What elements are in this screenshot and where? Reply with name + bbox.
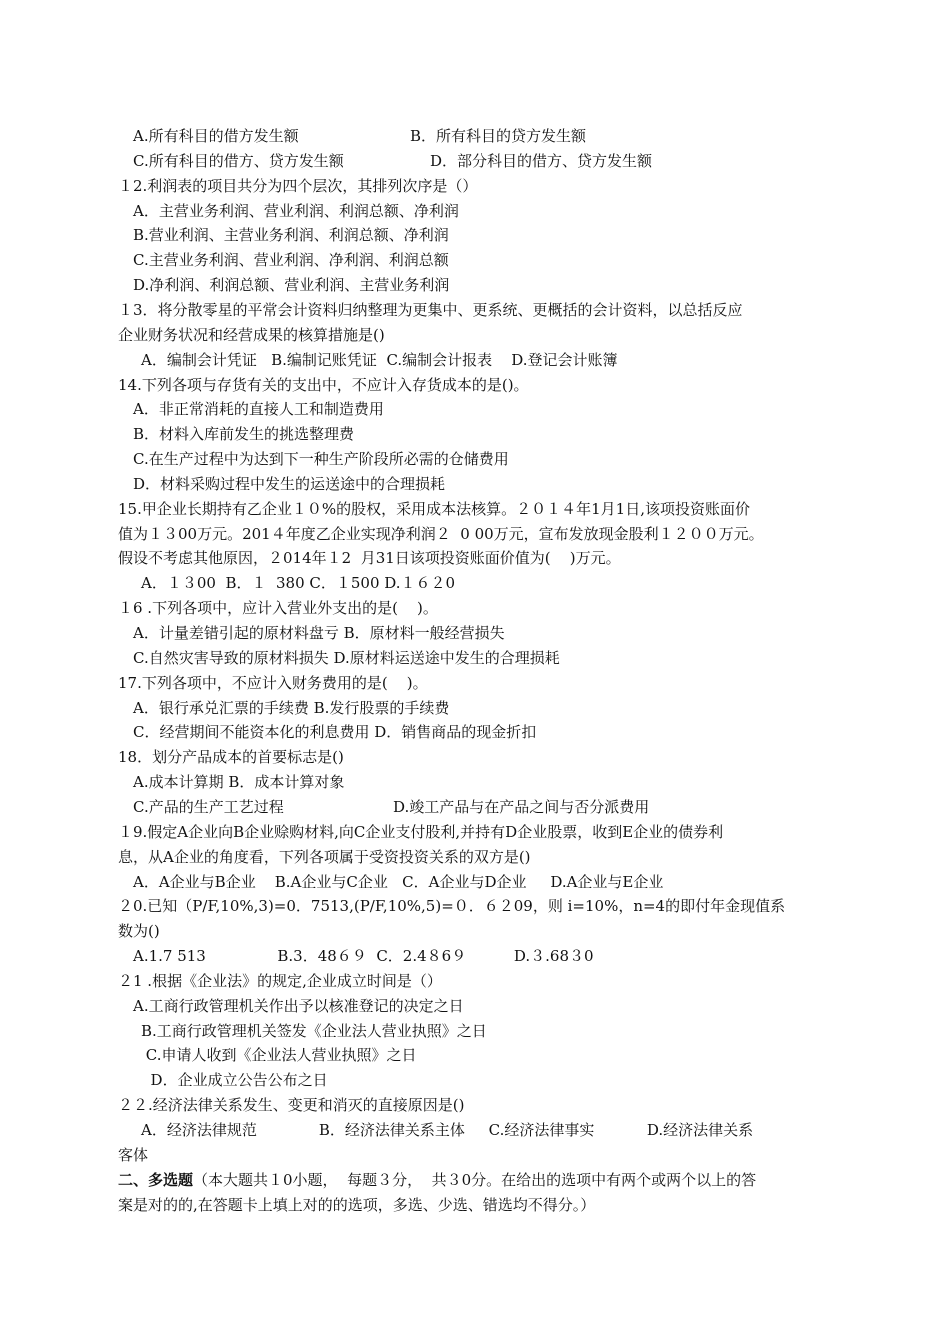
text-line: ２0.已知（P/F,10%,3)=0．7513,(P/F,10%,5)=０．６２09，则 i=10%，n=4的即付年金现值系 <box>118 897 786 916</box>
section-instructions: （本大题共１0小题， 每题３分， 共３0分。在给出的选项中有两个或两个以上的答 <box>193 1170 757 1189</box>
text-line: ２1 .根据《企业法》的规定,企业成立时间是（） <box>118 971 442 990</box>
text-line: D.净利润、利润总额、营业利润、主营业务利润 <box>133 276 450 295</box>
text-line: A．计量差错引起的原材料盘亏 B．原材料一般经营损失 <box>133 624 505 642</box>
text-line: A．１３00 B．１ 380 C．１500 D.１６２0 <box>141 574 456 593</box>
text-line <box>133 795 650 820</box>
text-line: 数为() <box>118 922 160 941</box>
text-line: 假设不考虑其他原因，２014年１2 月31日该项投资账面价值为( )万元。 <box>118 549 621 568</box>
text-line: A．银行承兑汇票的手续费 B.发行股票的手续费 <box>133 698 450 717</box>
text-line <box>133 770 344 795</box>
text-line: 息，从A企业的角度看，下列各项属于受资投资关系的双方是() <box>118 847 531 866</box>
text-line: B.营业利润、主营业务利润、利润总额、净利润 <box>133 226 449 245</box>
text-line: 15.甲企业长期持有乙企业１０%的股权，采用成本法核算。２０１４年1月1日,该项投资账面价 <box>118 499 750 518</box>
section-heading <box>118 1168 756 1193</box>
text-line: A．非正常消耗的直接人工和制造费用 <box>133 400 384 419</box>
text-line: C.在生产过程中为达到下一种生产阶段所必需的仓储费用 <box>133 450 509 469</box>
text-line: A．A企业与B企业 B.A企业与C企业 C．A企业与D企业 D.A企业与E企业 <box>133 872 664 891</box>
option-text: B．所有科目的贷方发生额 <box>410 127 587 145</box>
text-line: C.自然灾害导致的原材料损失 D.原材料运送途中发生的合理损耗 <box>133 648 560 667</box>
text-line: B．材料入库前发生的挑选整理费 <box>133 425 355 444</box>
text-line: 17.下列各项中，不应计入财务费用的是( )。 <box>118 673 428 692</box>
text-line: D．企业成立公告公布之日 <box>141 1071 328 1090</box>
text-line: A．编制会计凭证 B.编制记账凭证 C.编制会计报表 D.登记会计账簿 <box>141 350 618 369</box>
text-line: C．经营期间不能资本化的利息费用 D．销售商品的现金折扣 <box>133 723 537 742</box>
text-line: C.申请人收到《企业法人营业执照》之日 <box>141 1046 417 1065</box>
option-text: A.所有科目的借方发生额 <box>133 127 299 145</box>
option-text: C.产品的生产工艺过程 <box>133 797 284 816</box>
option-text: D．部分科目的借方、贷方发生额 <box>430 151 653 170</box>
text-line: １9.假定A企业向B企业赊购材料,向C企业支付股利,并持有D企业股票，收到E企业的债券利 <box>118 822 724 841</box>
text-line: 14.下列各项与存货有关的支出中，不应计入存货成本的是()。 <box>118 375 529 394</box>
text-line: 客体 <box>118 1145 149 1164</box>
text-line: C.主营业务利润、营业利润、净利润、利润总额 <box>133 251 449 270</box>
section-title: 二、多选题 <box>118 1170 194 1189</box>
text-line: A．主营业务利润、营业利润、利润总额、净利润 <box>133 201 459 220</box>
text-line: 案是对的的,在答题卡上填上对的的选项，多选、少选、错选均不得分。） <box>118 1195 596 1214</box>
text-line: １3．将分散零星的平常会计资料归纳整理为更集中、更系统、更概括的会计资料，以总括反应 <box>118 300 743 319</box>
option-text: D.竣工产品与在产品之间与否分派费用 <box>393 797 650 816</box>
text-line <box>133 124 587 149</box>
text-line: １6 .下列各项中，应计入营业外支出的是( )。 <box>118 599 438 618</box>
text-line: D．材料采购过程中发生的运送途中的合理损耗 <box>133 474 446 493</box>
text-line: 值为１３00万元。201４年度乙企业实现净利润２ 0 00万元，宣布发放现金股利１２００万元。 <box>118 524 764 543</box>
text-line: 18．划分产品成本的首要标志是() <box>118 748 344 767</box>
option-text: C.所有科目的借方、贷方发生额 <box>133 151 344 170</box>
text-line: A.工商行政管理机关作出予以核准登记的决定之日 <box>133 996 464 1015</box>
option-text: A.成本计算期 B．成本计算对象 <box>133 773 345 792</box>
text-line: 企业财务状况和经营成果的核算措施是() <box>118 325 385 344</box>
text-line <box>133 149 653 174</box>
text-line: ２２.经济法律关系发生、变更和消灭的直接原因是() <box>118 1096 465 1115</box>
text-line: １2.利润表的项目共分为四个层次，其排列次序是（） <box>118 176 478 195</box>
text-line: B.工商行政管理机关签发《企业法人营业执照》之日 <box>141 1021 487 1040</box>
text-line: A．经济法律规范 B．经济法律关系主体 C.经济法律事实 D.经济法律关系 <box>141 1121 754 1139</box>
text-line: A.1.7 513 B.3．48６９ C．2.4８6９ D.３.68３0 <box>133 947 594 966</box>
